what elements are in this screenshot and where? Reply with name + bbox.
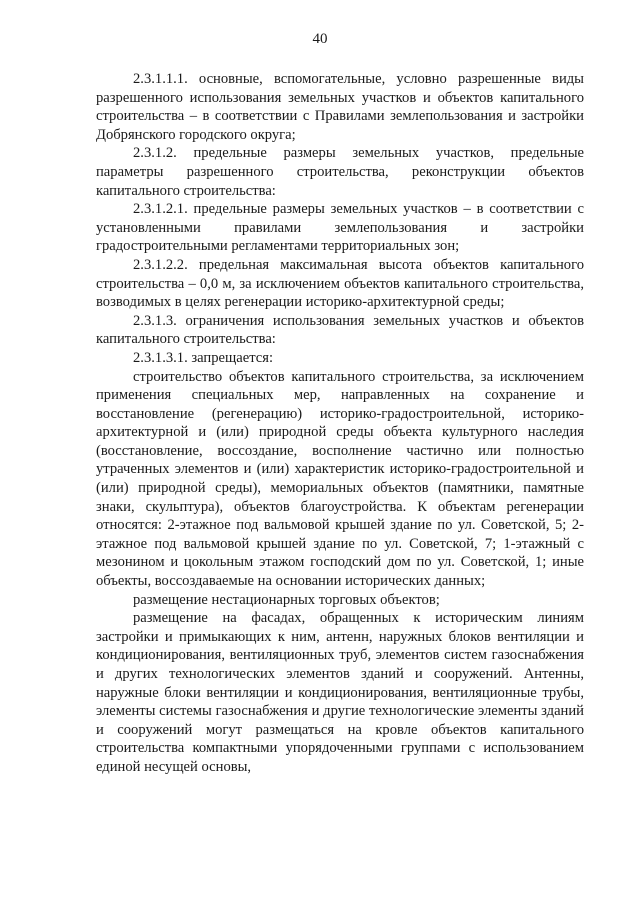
paragraph-2-3-1-2: 2.3.1.2. предельные размеры земельных участков, предельные параметры разрешенного строительства, реконструкции объектов капитального строительства: [96,145,584,199]
paragraph-2-3-1-1-1: 2.3.1.1.1. основные, вспомогательные, условно разрешенные виды разрешенного использования земельных участков и объектов капитального строительства – в соответствии с Правилами землепользования и застройки Добрянского городского округа; [96,71,584,143]
paragraph-facade-equipment-ban: размещение на фасадах, обращенных к историческим линиям застройки и примыкающих к ним, антенн, наружных блоков вентиляции и кондиционирования, вентиляционных труб, элементов систем газоснабжения и других технологических элементов зданий и сооружений. Антенны, наружные блоки вентиляции и кондиционирования, вентиляционные трубы, элементы системы газоснабжения и другие технологические элементы зданий и сооружений могут размещаться на кровле объектов капитального строительства компактными упорядоченными группами с использованием единой несущей основы, [96,610,584,775]
paragraph-2-3-1-3: 2.3.1.3. ограничения использования земельных участков и объектов капитального строительства: [96,312,584,348]
paragraph-construction-ban: строительство объектов капитального строительства, за исключением применения специальных мер, направленных на сохранение и восстановление (регенерацию) историко-градостроительной, историко-архитектурной и (или) природной среды объекта культурного наследия (восстановление, воссоздание, восполнение частично или полностью утраченных элементов и (или) характеристик историко-градостроительной и (или) природной среды), мемориальных объектов (памятники, памятные знаки, скульптура), объектов благоустройства. К объектам регенерации относятся: 2-этажное под вальмовой крышей здание по ул. Советской, 5; 2-этажное под вальмовой крышей здание по ул. Советской, 7; 1-этажный с мезонином и цокольным этажом господский дом по ул. Советской, 1; иные объекты, воссоздаваемые на основании исторических данных; [96,368,584,590]
paragraph-2-3-1-3-1: 2.3.1.3.1. запрещается: [133,349,274,366]
document-body [96,70,584,777]
paragraph-2-3-1-2-1: 2.3.1.2.1. предельные размеры земельных участков – в соответствии с установленными правилами землепользования и застройки градостроительными регламентами территориальных зон; [96,201,584,255]
paragraph-kiosk-ban: размещение нестационарных торговых объектов; [133,591,440,608]
page-number: 40 [312,31,328,47]
paragraph-2-3-1-2-2: 2.3.1.2.2. предельная максимальная высота объектов капитального строительства – 0,0 м, за исключением объектов капитального строительства, возводимых в целях регенерации историко-архитектурной среды; [96,256,584,311]
